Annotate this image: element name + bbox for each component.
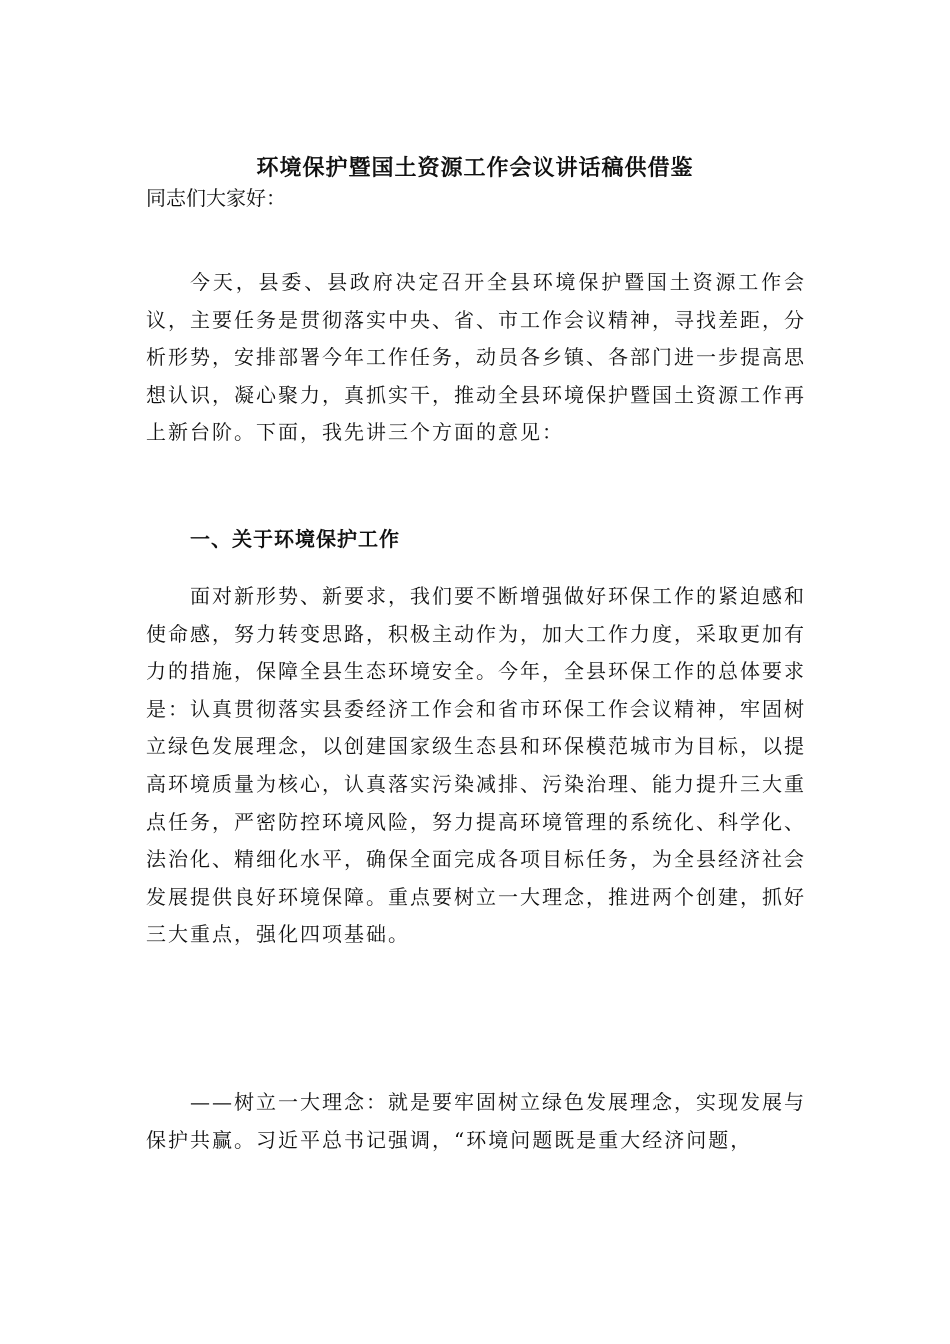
section-heading-environment: 一、关于环境保护工作 (190, 527, 400, 551)
greeting-line: 同志们大家好： (146, 186, 286, 210)
document-title: 环境保护暨国土资源工作会议讲话稿供借鉴 (256, 155, 694, 181)
paragraph-environment-requirements: 面对新形势、新要求，我们要不断增强做好环保工作的紧迫感和使命感，努力转变思路，积极主动作为，加大工作力度，采取更加有力的措施，保障全县生态环境安全。今年，全县环保工作的总体要求是：认真贯彻落实县委经济工作会和省市环保工作会议精神，牢固树立绿色发展理念，以创建国家级生态县和环保模范城市为目标，以提高环境质量为核心，认真落实污染减排、污染治理、能力提升三大重点任务，严密防控环境风险，努力提高环境管理的系统化、科学化、法治化、精细化水平，确保全面完成各项目标任务，为全县经济社会发展提供良好环境保障。重点要树立一大理念，推进两个创建，抓好三大重点，强化四项基础。 (146, 584, 806, 947)
paragraph-intro: 今天，县委、县政府决定召开全县环境保护暨国土资源工作会议，主要任务是贯彻落实中央、省、市工作会议精神，寻找差距，分析形势，安排部署今年工作任务，动员各乡镇、各部门进一步提高思想认识，凝心聚力，真抓实干，推动全县环境保护暨国土资源工作再上新台阶。下面，我先讲三个方面的意见： (146, 270, 806, 445)
paragraph-green-development: ——树立一大理念：就是要牢固树立绿色发展理念，实现发展与保护共赢。习近平总书记强调，“环境问题既是重大经济问题， (146, 1090, 806, 1152)
